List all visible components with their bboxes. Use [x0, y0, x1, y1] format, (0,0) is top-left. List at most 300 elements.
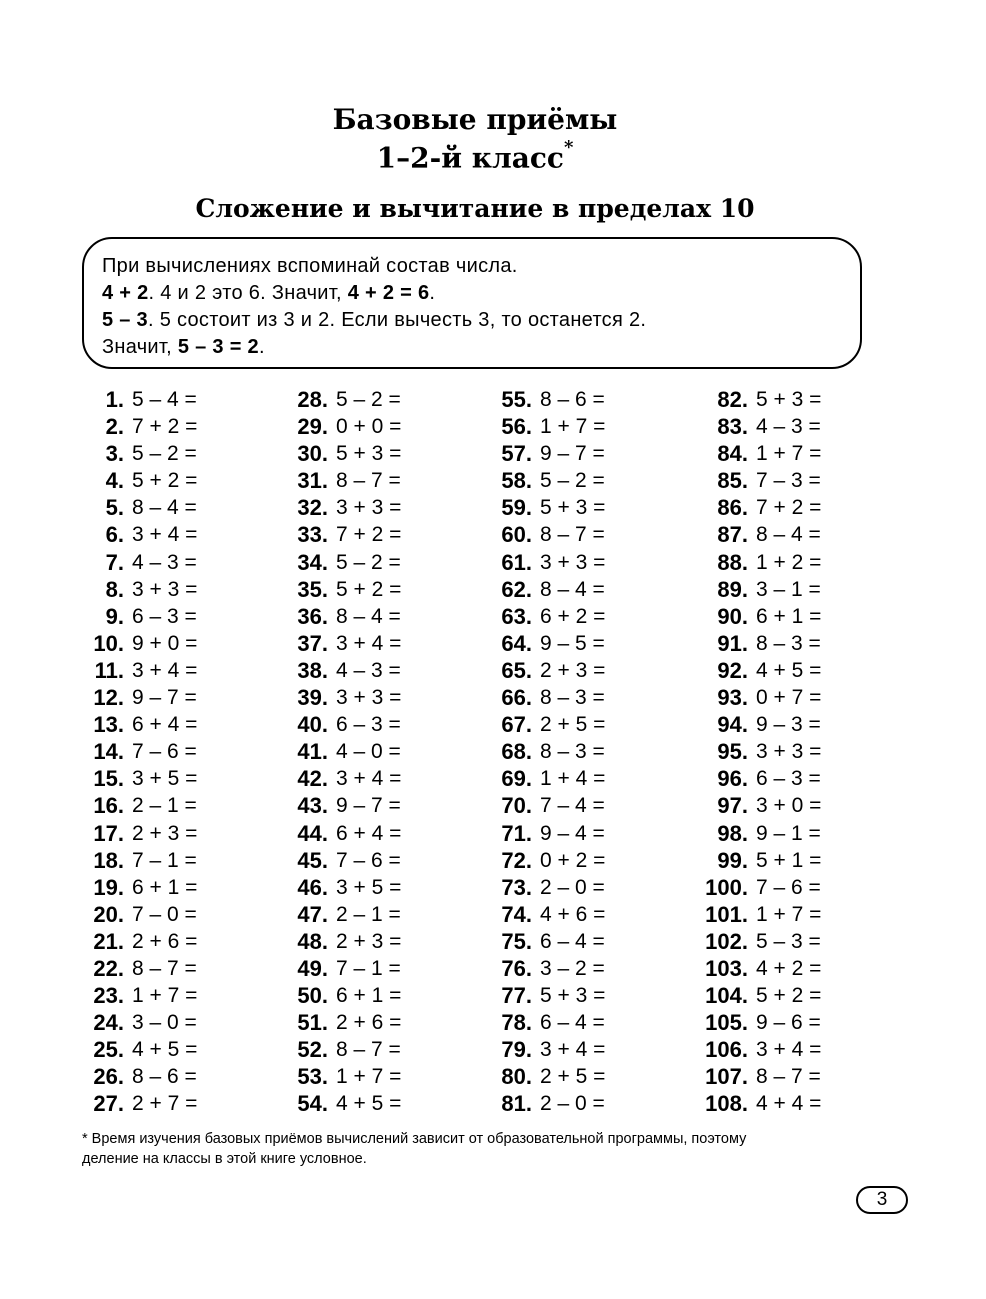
- exercise-expression: 8 – 3 =: [540, 740, 605, 764]
- exercise-expression: 3 + 3 =: [336, 496, 402, 520]
- exercise-number: 5.: [105, 495, 124, 521]
- exercise-item: [472, 738, 605, 765]
- exercise-item: [268, 738, 401, 765]
- exercise-number: 59.: [501, 495, 532, 521]
- exercise-item: [268, 874, 401, 901]
- exercise-item: [472, 1009, 605, 1036]
- exercise-item: [268, 1036, 401, 1063]
- exercise-item: [268, 657, 401, 684]
- exercise-item: [76, 847, 197, 874]
- exercise-number: 71.: [501, 820, 532, 846]
- exercise-column-2: [268, 386, 401, 1118]
- exercise-expression: 9 – 5 =: [540, 631, 605, 655]
- exercise-expression: 2 – 0 =: [540, 1092, 605, 1116]
- exercise-number: 69.: [501, 766, 532, 792]
- exercise-number: 27.: [93, 1091, 124, 1117]
- exercise-item: [472, 955, 605, 982]
- exercise-number: 106.: [705, 1037, 748, 1063]
- exercise-number: 20.: [93, 901, 124, 927]
- footnote-mark: *: [563, 137, 574, 158]
- exercise-expression: 7 + 2 =: [336, 523, 402, 547]
- exercise-number: 50.: [297, 983, 328, 1009]
- exercise-item: [680, 847, 821, 874]
- exercise-expression: 6 + 1 =: [756, 604, 822, 628]
- exercise-expression: 5 – 3 =: [756, 929, 821, 953]
- exercise-number: 6.: [105, 522, 124, 548]
- exercise-expression: 5 – 4 =: [132, 388, 197, 411]
- exercise-item: [472, 874, 605, 901]
- exercise-item: [472, 820, 605, 847]
- exercise-item: [76, 765, 197, 792]
- exercise-number: 74.: [501, 901, 532, 927]
- exercise-expression: 2 + 3 =: [540, 658, 606, 682]
- exercise-number: 70.: [501, 793, 532, 819]
- exercise-item: [472, 386, 605, 413]
- exercise-expression: 5 + 2 =: [336, 577, 402, 601]
- exercise-expression: 8 – 7 =: [540, 523, 605, 547]
- exercise-expression: 1 + 4 =: [540, 767, 606, 791]
- exercise-column-1: [76, 386, 197, 1118]
- exercise-expression: 8 – 4 =: [132, 496, 197, 520]
- exercise-item: [76, 1063, 197, 1090]
- exercise-item: [472, 928, 605, 955]
- exercise-expression: 8 – 7 =: [132, 956, 197, 980]
- exercise-expression: 1 + 7 =: [756, 442, 822, 466]
- exercise-expression: 2 – 1 =: [336, 902, 401, 926]
- exercise-item: [76, 982, 197, 1009]
- rule-example-2: 5 – 3: [102, 309, 148, 331]
- exercise-item: [76, 792, 197, 819]
- exercise-number: 108.: [705, 1091, 748, 1117]
- exercise-item: [76, 549, 197, 576]
- exercise-item: [76, 955, 197, 982]
- exercise-expression: 4 – 3 =: [756, 415, 821, 439]
- exercise-item: [472, 1036, 605, 1063]
- exercise-expression: 3 + 5 =: [336, 875, 402, 899]
- exercise-expression: 3 + 3 =: [540, 550, 606, 574]
- exercise-number: 100.: [705, 874, 748, 900]
- exercise-expression: 8 – 3 =: [756, 631, 821, 655]
- exercise-item: [680, 549, 821, 576]
- exercise-number: 89.: [717, 576, 748, 602]
- exercise-item: [76, 603, 197, 630]
- exercise-item: [680, 440, 821, 467]
- exercise-number: 107.: [705, 1064, 748, 1090]
- exercise-item: [76, 1090, 197, 1117]
- exercise-number: 57.: [501, 441, 532, 467]
- exercise-number: 51.: [297, 1010, 328, 1036]
- exercise-number: 91.: [717, 630, 748, 656]
- topic-heading: Сложение и вычитание в пределах 10: [195, 194, 755, 223]
- exercise-number: 42.: [297, 766, 328, 792]
- exercise-number: 44.: [297, 820, 328, 846]
- exercise-item: [472, 711, 605, 738]
- exercise-number: 45.: [297, 847, 328, 873]
- grade-text: 1–2-й класс: [376, 141, 564, 175]
- exercise-expression: 6 + 2 =: [540, 604, 606, 628]
- exercise-expression: 7 – 1 =: [336, 956, 401, 980]
- exercise-number: 22.: [93, 955, 124, 981]
- exercise-item: [268, 792, 401, 819]
- exercise-item: [680, 657, 821, 684]
- exercise-column-4: [680, 386, 821, 1118]
- exercise-number: 55.: [501, 387, 532, 412]
- exercise-item: [680, 982, 821, 1009]
- exercise-item: [76, 901, 197, 928]
- exercise-number: 12.: [93, 685, 124, 711]
- exercise-item: [268, 1090, 401, 1117]
- exercise-number: 78.: [501, 1010, 532, 1036]
- exercise-expression: 9 – 1 =: [756, 821, 821, 845]
- rule-text: .: [258, 336, 265, 358]
- exercise-expression: 4 – 3 =: [336, 658, 401, 682]
- exercise-expression: 3 + 3 =: [132, 577, 198, 601]
- exercise-expression: 3 – 2 =: [540, 956, 605, 980]
- exercise-number: 26.: [93, 1064, 124, 1090]
- exercise-expression: 4 – 0 =: [336, 740, 401, 764]
- exercise-item: [268, 576, 401, 603]
- exercise-number: 98.: [717, 820, 748, 846]
- exercise-expression: 6 – 4 =: [540, 929, 605, 953]
- rule-text: .: [429, 282, 436, 304]
- exercise-number: 24.: [93, 1010, 124, 1036]
- exercise-expression: 2 + 5 =: [540, 1065, 606, 1089]
- exercise-number: 73.: [501, 874, 532, 900]
- exercise-item: [472, 684, 605, 711]
- exercise-expression: 5 – 2 =: [540, 469, 605, 493]
- exercise-number: 60.: [501, 522, 532, 548]
- exercise-number: 80.: [501, 1064, 532, 1090]
- exercise-expression: 6 + 1 =: [132, 875, 198, 899]
- exercise-expression: 4 – 3 =: [132, 550, 197, 574]
- exercise-number: 23.: [93, 983, 124, 1009]
- exercise-number: 68.: [501, 739, 532, 765]
- exercise-expression: 8 – 4 =: [336, 604, 401, 628]
- exercise-number: 84.: [717, 441, 748, 467]
- exercise-number: 92.: [717, 657, 748, 683]
- exercise-number: 63.: [501, 603, 532, 629]
- exercise-expression: 1 + 7 =: [756, 902, 822, 926]
- exercise-expression: 4 + 5 =: [336, 1092, 402, 1116]
- exercise-expression: 5 – 2 =: [132, 442, 197, 466]
- exercise-item: [472, 467, 605, 494]
- exercise-number: 3.: [105, 441, 124, 467]
- exercise-number: 11.: [94, 657, 124, 683]
- grade-heading: [0, 137, 950, 175]
- exercise-expression: 6 + 4 =: [132, 713, 198, 737]
- exercise-number: 39.: [297, 685, 328, 711]
- exercise-expression: 2 + 6 =: [132, 929, 198, 953]
- exercise-number: 96.: [717, 766, 748, 792]
- exercise-expression: 3 + 0 =: [756, 794, 822, 818]
- rule-line-4: [102, 334, 842, 361]
- exercise-item: [76, 738, 197, 765]
- exercise-expression: 3 – 0 =: [132, 1011, 197, 1035]
- exercise-item: [268, 847, 401, 874]
- exercise-expression: 6 + 1 =: [336, 984, 402, 1008]
- exercise-number: 8.: [105, 576, 124, 602]
- exercise-item: [680, 467, 821, 494]
- exercise-expression: 6 – 3 =: [132, 604, 197, 628]
- exercise-number: 9.: [105, 603, 124, 629]
- exercise-number: 35.: [297, 576, 328, 602]
- exercise-item: [680, 603, 821, 630]
- exercise-item: [472, 549, 605, 576]
- exercise-item: [268, 521, 401, 548]
- exercise-item: [680, 955, 821, 982]
- exercise-expression: 7 – 6 =: [336, 848, 401, 872]
- exercise-number: 17.: [93, 820, 124, 846]
- exercise-expression: 7 + 2 =: [132, 415, 198, 439]
- exercise-number: 41.: [297, 739, 328, 765]
- exercise-number: 64.: [501, 630, 532, 656]
- exercise-item: [680, 494, 821, 521]
- exercise-number: 37.: [297, 630, 328, 656]
- exercise-expression: 3 + 4 =: [540, 1038, 606, 1062]
- rule-result-1: 4 + 2 = 6: [347, 282, 430, 304]
- exercise-number: 29.: [297, 414, 328, 440]
- exercise-expression: 9 – 7 =: [540, 442, 605, 466]
- exercise-expression: 6 + 4 =: [336, 821, 402, 845]
- exercise-item: [680, 1009, 821, 1036]
- exercise-item: [472, 657, 605, 684]
- exercise-item: [472, 630, 605, 657]
- page-title: Базовые приёмы: [332, 103, 618, 136]
- exercise-number: 18.: [93, 847, 124, 873]
- exercise-number: 76.: [501, 955, 532, 981]
- exercise-item: [76, 440, 197, 467]
- exercise-item: [680, 901, 821, 928]
- exercise-expression: 4 + 4 =: [756, 1092, 822, 1116]
- exercise-number: 48.: [297, 928, 328, 954]
- exercise-item: [472, 521, 605, 548]
- exercise-number: 54.: [297, 1091, 328, 1117]
- exercise-item: [472, 576, 605, 603]
- footnote-line-2: деление на классы в этой книге условное.: [82, 1151, 367, 1167]
- exercise-expression: 3 + 4 =: [132, 523, 198, 547]
- exercise-number: 81.: [501, 1091, 532, 1117]
- exercise-item: [76, 1009, 197, 1036]
- exercise-item: [268, 820, 401, 847]
- exercise-item: [76, 874, 197, 901]
- exercise-number: 13.: [93, 712, 124, 738]
- exercise-item: [76, 494, 197, 521]
- exercise-number: 49.: [297, 955, 328, 981]
- exercise-expression: 9 – 6 =: [756, 1011, 821, 1035]
- exercise-item: [472, 792, 605, 819]
- exercise-number: 58.: [501, 468, 532, 494]
- exercise-number: 94.: [717, 712, 748, 738]
- exercise-expression: 8 – 4 =: [756, 523, 821, 547]
- exercise-item: [268, 901, 401, 928]
- exercise-item: [680, 630, 821, 657]
- exercise-expression: 2 + 7 =: [132, 1092, 198, 1116]
- exercise-expression: 3 + 4 =: [336, 767, 402, 791]
- exercise-number: 93.: [717, 685, 748, 711]
- exercise-number: 25.: [93, 1037, 124, 1063]
- exercise-number: 75.: [501, 928, 532, 954]
- exercise-expression: 3 + 3 =: [336, 686, 402, 710]
- exercise-number: 90.: [717, 603, 748, 629]
- exercise-expression: 6 – 3 =: [756, 767, 821, 791]
- exercise-number: 31.: [297, 468, 328, 494]
- exercise-number: 62.: [501, 576, 532, 602]
- exercise-item: [680, 874, 821, 901]
- rule-text: Значит,: [102, 336, 178, 358]
- exercise-item: [680, 386, 821, 413]
- rule-text: . 5 состоит из 3 и 2. Если вычесть 3, то останется 2.: [147, 309, 647, 331]
- exercise-item: [268, 955, 401, 982]
- exercise-item: [472, 494, 605, 521]
- exercise-expression: 7 – 1 =: [132, 848, 197, 872]
- exercise-expression: 3 + 4 =: [336, 631, 402, 655]
- exercise-number: 16.: [93, 793, 124, 819]
- exercise-item: [680, 684, 821, 711]
- footnote: [82, 1129, 872, 1169]
- exercise-item: [680, 1063, 821, 1090]
- exercise-expression: 8 – 7 =: [336, 469, 401, 493]
- exercise-number: 102.: [705, 928, 748, 954]
- exercise-expression: 4 + 5 =: [756, 658, 822, 682]
- exercise-number: 87.: [717, 522, 748, 548]
- exercise-item: [472, 847, 605, 874]
- exercise-item: [76, 386, 197, 413]
- rule-example-1: 4 + 2: [102, 282, 149, 304]
- exercise-expression: 9 – 3 =: [756, 713, 821, 737]
- exercise-expression: 4 + 6 =: [540, 902, 606, 926]
- exercise-number: 36.: [297, 603, 328, 629]
- exercise-expression: 7 – 3 =: [756, 469, 821, 493]
- exercise-expression: 2 + 3 =: [336, 929, 402, 953]
- exercise-expression: 5 + 2 =: [132, 469, 198, 493]
- exercise-item: [76, 576, 197, 603]
- exercise-expression: 5 + 3 =: [756, 388, 822, 411]
- exercise-number: 104.: [705, 983, 748, 1009]
- exercise-number: 33.: [297, 522, 328, 548]
- exercise-item: [268, 413, 401, 440]
- exercise-expression: 9 – 7 =: [336, 794, 401, 818]
- exercise-expression: 3 + 4 =: [132, 658, 198, 682]
- exercise-number: 15.: [93, 766, 124, 792]
- exercise-expression: 7 – 0 =: [132, 902, 197, 926]
- exercise-expression: 8 – 6 =: [540, 388, 605, 411]
- exercise-item: [268, 982, 401, 1009]
- exercise-item: [76, 630, 197, 657]
- exercise-item: [76, 684, 197, 711]
- exercise-expression: 6 – 4 =: [540, 1011, 605, 1035]
- exercise-number: 40.: [297, 712, 328, 738]
- exercise-item: [76, 820, 197, 847]
- exercise-number: 85.: [717, 468, 748, 494]
- exercise-expression: 7 – 6 =: [132, 740, 197, 764]
- exercise-item: [268, 467, 401, 494]
- exercise-number: 61.: [501, 549, 532, 575]
- exercise-number: 2.: [105, 414, 124, 440]
- exercise-number: 4.: [105, 468, 124, 494]
- exercise-number: 14.: [93, 739, 124, 765]
- exercise-number: 67.: [501, 712, 532, 738]
- exercise-number: 86.: [717, 495, 748, 521]
- exercise-expression: 5 + 2 =: [756, 984, 822, 1008]
- exercise-item: [680, 1090, 821, 1117]
- exercise-expression: 5 + 3 =: [336, 442, 402, 466]
- exercise-item: [76, 1036, 197, 1063]
- exercise-expression: 5 – 2 =: [336, 388, 401, 411]
- exercise-number: 101.: [705, 901, 748, 927]
- exercise-number: 19.: [93, 874, 124, 900]
- exercise-expression: 1 + 7 =: [336, 1065, 402, 1089]
- exercise-number: 56.: [501, 414, 532, 440]
- exercise-item: [680, 413, 821, 440]
- exercise-expression: 4 + 5 =: [132, 1038, 198, 1062]
- exercise-item: [472, 765, 605, 792]
- exercise-item: [76, 928, 197, 955]
- exercise-number: 38.: [297, 657, 328, 683]
- rule-box: [82, 237, 862, 369]
- exercise-number: 7.: [105, 549, 124, 575]
- exercise-item: [268, 386, 401, 413]
- exercise-number: 88.: [717, 549, 748, 575]
- exercise-number: 34.: [297, 549, 328, 575]
- exercise-item: [268, 494, 401, 521]
- exercise-expression: 0 + 0 =: [336, 415, 402, 439]
- page-number: 3: [856, 1186, 908, 1214]
- rule-result-2: 5 – 3 = 2: [177, 336, 259, 358]
- exercise-number: 72.: [501, 847, 532, 873]
- exercise-item: [268, 440, 401, 467]
- rule-text: . 4 и 2 это 6. Значит,: [148, 282, 348, 304]
- exercise-expression: 8 – 7 =: [336, 1038, 401, 1062]
- exercise-item: [268, 603, 401, 630]
- exercise-item: [472, 1090, 605, 1117]
- exercise-expression: 1 + 7 =: [540, 415, 606, 439]
- exercise-number: 10.: [93, 630, 124, 656]
- exercise-column-3: [472, 386, 605, 1118]
- exercise-number: 79.: [501, 1037, 532, 1063]
- exercise-item: [680, 576, 821, 603]
- exercise-item: [268, 684, 401, 711]
- exercise-expression: 6 – 3 =: [336, 713, 401, 737]
- exercise-item: [680, 1036, 821, 1063]
- exercise-expression: 8 – 6 =: [132, 1065, 197, 1089]
- exercise-expression: 1 + 7 =: [132, 984, 198, 1008]
- exercise-item: [680, 928, 821, 955]
- exercise-item: [76, 413, 197, 440]
- exercise-expression: 7 + 2 =: [756, 496, 822, 520]
- exercise-number: 95.: [717, 739, 748, 765]
- exercise-expression: 8 – 7 =: [756, 1065, 821, 1089]
- exercise-expression: 1 + 2 =: [756, 550, 822, 574]
- exercise-expression: 9 – 4 =: [540, 821, 605, 845]
- exercise-expression: 8 – 3 =: [540, 686, 605, 710]
- exercise-item: [472, 901, 605, 928]
- exercise-item: [680, 738, 821, 765]
- exercise-expression: 5 + 3 =: [540, 984, 606, 1008]
- exercise-number: 47.: [297, 901, 328, 927]
- exercise-number: 21.: [93, 928, 124, 954]
- exercise-expression: 9 + 0 =: [132, 631, 198, 655]
- rule-line-1: При вычислениях вспоминай состав числа.: [102, 255, 518, 277]
- exercise-item: [472, 982, 605, 1009]
- exercise-number: 103.: [705, 955, 748, 981]
- exercise-expression: 7 – 4 =: [540, 794, 605, 818]
- exercise-number: 99.: [717, 847, 748, 873]
- exercise-item: [268, 1063, 401, 1090]
- exercise-expression: 9 – 7 =: [132, 686, 197, 710]
- exercise-item: [680, 820, 821, 847]
- exercise-expression: 2 – 0 =: [540, 875, 605, 899]
- exercise-expression: 5 + 3 =: [540, 496, 606, 520]
